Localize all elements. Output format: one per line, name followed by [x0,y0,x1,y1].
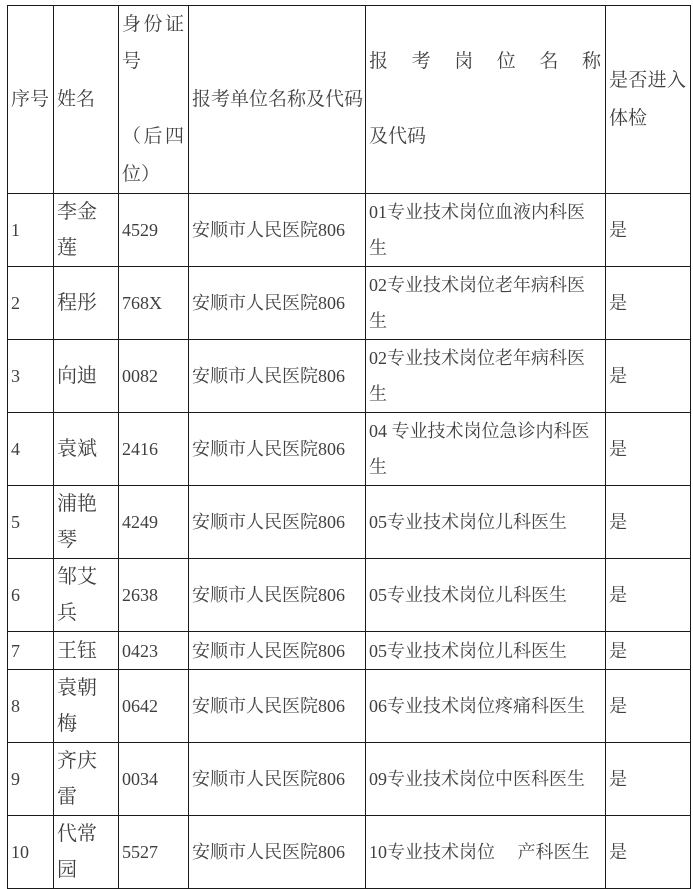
cell-name: 代常园 [54,816,119,889]
cell-name: 浦艳琴 [54,486,119,559]
cell-exam: 是 [606,816,691,889]
cell-name: 袁斌 [54,413,119,486]
header-line [369,81,601,118]
header-line: 体检 [609,107,648,129]
cell-position: 05专业技术岗位儿科医生 [366,486,606,559]
candidates-table [7,5,691,889]
header-cell-name [54,6,119,194]
header-line: 报考岗位名称 [369,51,601,73]
cell-id-last4: 4529 [119,194,189,267]
header-line [122,81,184,118]
cell-name: 袁朝梅 [54,670,119,743]
cell-id-last4: 0423 [119,632,189,670]
table-row [8,194,691,267]
header-line: 及代码 [369,126,427,148]
cell-id-last4: 768X [119,267,189,340]
cell-exam: 是 [606,743,691,816]
cell-id-last4: 0642 [119,670,189,743]
header-line: 是否进入 [609,70,686,92]
cell-position: 04 专业技术岗位急诊内科医生 [366,413,606,486]
table-row [8,340,691,413]
cell-serial: 6 [8,559,54,632]
cell-unit: 安顺市人民医院806 [189,670,366,743]
cell-position: 05专业技术岗位儿科医生 [366,632,606,670]
table-row [8,559,691,632]
cell-unit: 安顺市人民医院806 [189,413,366,486]
table-row [8,632,691,670]
table-row [8,267,691,340]
cell-exam: 是 [606,486,691,559]
cell-name: 邹艾兵 [54,559,119,632]
cell-unit: 安顺市人民医院806 [189,559,366,632]
table-row [8,743,691,816]
header-line: 报考单位名称及代码 [192,88,364,110]
cell-serial: 10 [8,816,54,889]
cell-exam: 是 [606,632,691,670]
header-cell-exam [606,6,691,194]
cell-position: 02专业技术岗位老年病科医生 [366,267,606,340]
cell-id-last4: 0034 [119,743,189,816]
cell-serial: 5 [8,486,54,559]
header-line: 身份证 [122,14,184,36]
cell-serial: 7 [8,632,54,670]
header-line: （后四 [122,126,184,148]
cell-id-last4: 5527 [119,816,189,889]
cell-position: 05专业技术岗位儿科医生 [366,559,606,632]
cell-unit: 安顺市人民医院806 [189,816,366,889]
cell-id-last4: 0082 [119,340,189,413]
table-body [8,194,691,889]
cell-exam: 是 [606,340,691,413]
header-cell-serial [8,6,54,194]
header-line: 位） [122,163,161,185]
cell-id-last4: 2638 [119,559,189,632]
cell-position: 02专业技术岗位老年病科医生 [366,340,606,413]
cell-serial: 9 [8,743,54,816]
header-line: 序号 [11,88,50,110]
table-row [8,670,691,743]
cell-name: 王钰 [54,632,119,670]
cell-position: 09专业技术岗位中医科医生 [366,743,606,816]
cell-serial: 2 [8,267,54,340]
cell-position: 06专业技术岗位疼痛科医生 [366,670,606,743]
header-cell-id-last4 [119,6,189,194]
table-row [8,413,691,486]
cell-exam: 是 [606,267,691,340]
cell-position: 10专业技术岗位 产科医生 [366,816,606,889]
cell-serial: 3 [8,340,54,413]
cell-unit: 安顺市人民医院806 [189,743,366,816]
cell-exam: 是 [606,413,691,486]
header-cell-unit [189,6,366,194]
cell-serial: 1 [8,194,54,267]
header-row [8,6,691,194]
cell-serial: 4 [8,413,54,486]
table-header [8,6,691,194]
cell-unit: 安顺市人民医院806 [189,194,366,267]
header-cell-position [366,6,606,194]
cell-serial: 8 [8,670,54,743]
cell-position: 01专业技术岗位血液内科医生 [366,194,606,267]
cell-exam: 是 [606,559,691,632]
cell-exam: 是 [606,670,691,743]
cell-id-last4: 2416 [119,413,189,486]
cell-name: 李金莲 [54,194,119,267]
table-row [8,486,691,559]
cell-unit: 安顺市人民医院806 [189,486,366,559]
cell-name: 向迪 [54,340,119,413]
cell-id-last4: 4249 [119,486,189,559]
cell-unit: 安顺市人民医院806 [189,267,366,340]
cell-unit: 安顺市人民医院806 [189,340,366,413]
cell-exam: 是 [606,194,691,267]
table-row [8,816,691,889]
cell-unit: 安顺市人民医院806 [189,632,366,670]
header-line: 号 [122,51,142,73]
cell-name: 程彤 [54,267,119,340]
cell-name: 齐庆雷 [54,743,119,816]
header-line: 姓名 [57,88,96,110]
